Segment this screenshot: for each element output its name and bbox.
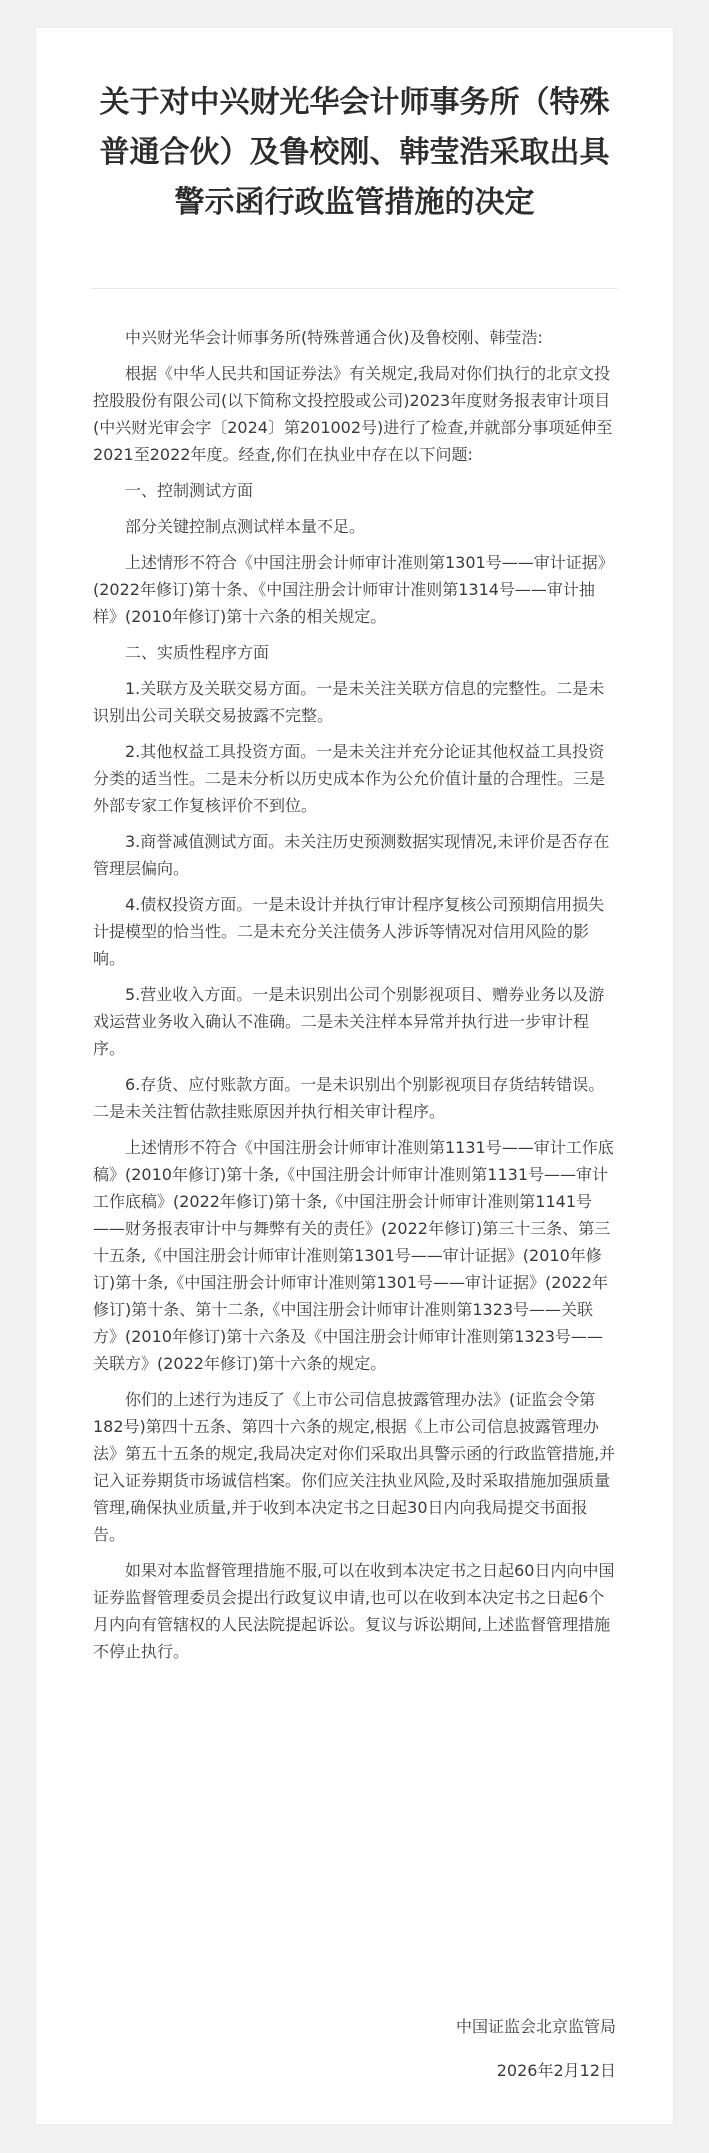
document-title: 关于对中兴财光华会计师事务所（特殊普通合伙）及鲁校刚、韩莹浩采取出具警示函行政监管措施的决定 [99,85,610,220]
title-divider [91,288,618,289]
paragraph-intro: 根据《中华人民共和国证券法》有关规定,我局对你们执行的北京文投控股股份有限公司(以下简称文投控股或公司)2023年度财务报表审计项目(中兴财光审会字〔2024〕第201002号)进行了检查,并就部分事项延伸至2021至2022年度。经查,你们在执业中存在以下问题: [93,364,613,464]
document-body [93,324,616,1674]
paragraph: 2.其他权益工具投资方面。一是未关注并充分论证其他权益工具投资分类的适当性。二是未分析以历史成本作为公允价值计量的合理性。三是外部专家工作复核评价不到位。 [93,742,606,815]
paragraph-decision: 你们的上述行为违反了《上市公司信息披露管理办法》(证监会令第182号)第四十五条、第四十六条的规定,根据《上市公司信息披露管理办法》第五十五条的规定,我局决定对你们采取出具警示函的行政监管措施,并记入证券期货市场诚信档案。你们应关注执业风险,及时采取措施加强质量管理,确保执业质量,并于收到本决定书之日起30日内向我局提交书面报告。 [93,1390,616,1544]
paragraph: 上述情形不符合《中国注册会计师审计准则第1131号——审计工作底稿》(2010年修订)第十条,《中国注册会计师审计准则第1131号——审计工作底稿》(2022年修订)第十条,《中国注册会计师审计准则第1141号——财务报表审计中与舞弊有关的责任》(2022年修订)第三十三条、第三十五条,《中国注册会计师审计准则第1301号——审计证据》(2010年修订)第十条,《中国注册会计师审计准则第1301号——审计证据》(2022年修订)第十条、第十二条,《中国注册会计师审计准则第1323号——关联方》(2010年修订)第十六条及《中国注册会计师审计准则第1323号——关联方》(2022年修订)第十六条的规定。 [93,1138,614,1373]
paragraph: 5.营业收入方面。一是未识别出公司个别影视项目、赠券业务以及游戏运营业务收入确认不准确。二是未关注样本异常并执行进一步审计程序。 [93,985,605,1058]
paragraph: 部分关键控制点测试样本量不足。 [125,517,366,536]
section-heading-control-test: 一、控制测试方面 [125,481,254,500]
signature-org: 中国证监会北京监管局 [455,2017,616,2036]
signature-date: 2026年2月12日 [496,2061,616,2080]
paragraph: 6.存货、应付账款方面。一是未识别出个别影视项目存货结转错误。二是未关注暂估款挂账原因并执行相关审计程序。 [93,1075,605,1121]
paragraph-appeal: 如果对本监督管理措施不服,可以在收到本决定书之日起60日内向中国证券监督管理委员会提出行政复议申请,也可以在收到本决定书之日起6个月内向有管辖权的人民法院提起诉讼。复议与诉讼期间,上述监督管理措施不停止执行。 [93,1561,615,1661]
paragraph: 1.关联方及关联交易方面。一是未关注关联方信息的完整性。二是未识别出公司关联交易披露不完整。 [93,679,605,725]
section-heading-substantive: 二、实质性程序方面 [125,643,270,662]
document-page [36,28,673,2124]
paragraph: 3.商誉减值测试方面。未关注历史预测数据实现情况,未评价是否存在管理层偏向。 [93,832,610,878]
addressee: 中兴财光华会计师事务所(特殊普通合伙)及鲁校刚、韩莹浩: [125,328,543,347]
paragraph: 4.债权投资方面。一是未设计并执行审计程序复核公司预期信用损失计提模型的恰当性。二是未充分关注债务人涉诉等情况对信用风险的影响。 [93,895,605,968]
paragraph: 上述情形不符合《中国注册会计师审计准则第1301号——审计证据》(2022年修订)第十条、《中国注册会计师审计准则第1314号——审计抽样》(2010年修订)第十六条的相关规定。 [93,553,614,626]
